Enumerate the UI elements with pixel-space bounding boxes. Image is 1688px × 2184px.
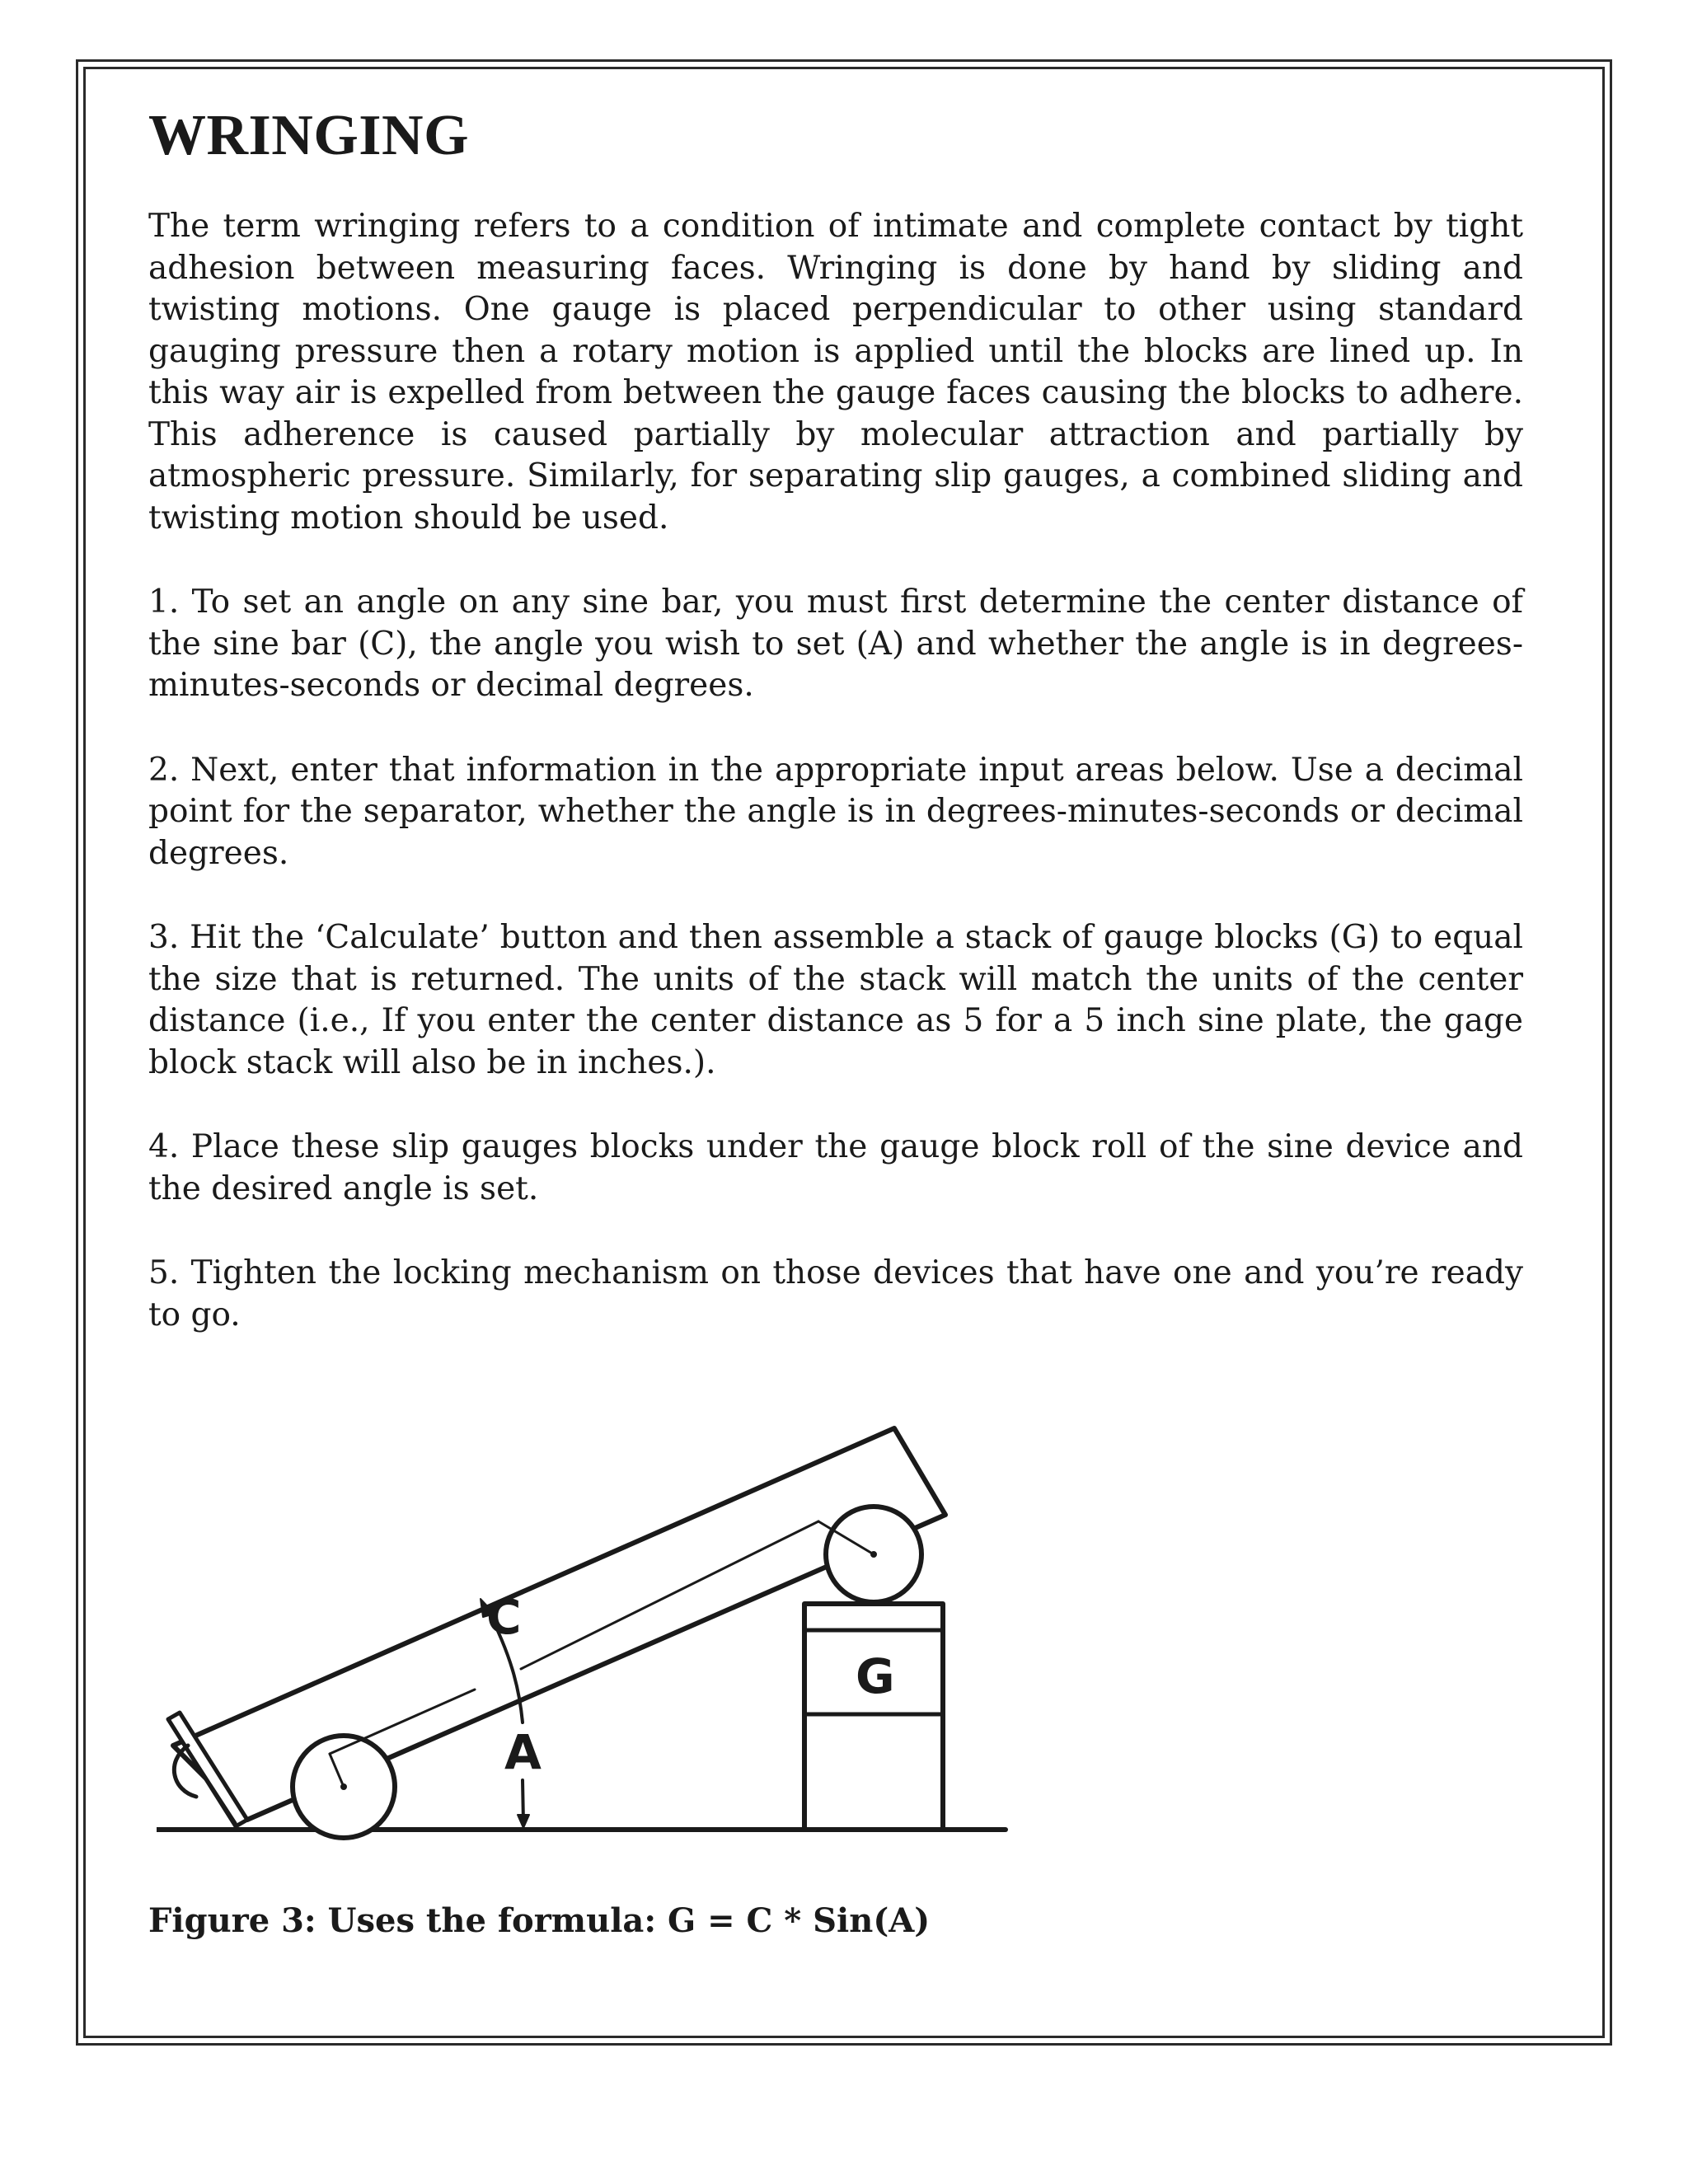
a-label: A [504,1724,542,1780]
document-body [148,99,1523,1336]
g-label: G [856,1648,895,1704]
step-1: 1. To set an angle on any sine bar, you must first determine the center distance of the sine bar (C), the angle you wish to set (A) and whether the angle is in degrees-minutes-seconds or decimal degrees. [148,583,1523,704]
step-4: 4. Place these slip gauges blocks under the gauge block roll of the sine device and the desired angle is set. [148,1128,1523,1207]
intro-paragraph: The term wringing refers to a condition of intimate and complete contact by tight adhesion between measuring faces. Wringing is done by hand by sliding and twisting motions. One gauge is placed perpendicular to other using standard gauging pressure then a rotary motion is applied until the blocks are lined up. In this way air is expelled from between the gauge faces causing the blocks to adhere. This adherence is caused partially by molecular attraction and partially by atmospheric pressure. Similarly, for separating slip gauges, a combined sliding and twisting motion should be used. [148,208,1523,537]
step-5: 5. Tighten the locking mechanism on those devices that have one and you’re ready to go. [148,1254,1523,1333]
c-dimension-line-left [330,1690,475,1754]
sine-bar-figure [157,1416,1030,1844]
figure-caption: Figure 3: Uses the formula: G = C * Sin(A) [148,1901,931,1940]
step-3: 3. Hit the ‘Calculate’ button and then assemble a stack of gauge blocks (G) to equal the size that is returned. The units of the stack will match the units of the center distance (i.e., If you enter the center distance as 5 for a 5 inch sine plate, the gage block stack will also be in inches.). [148,919,1523,1081]
gauge-block-stack [804,1604,943,1830]
step-2: 2. Next, enter that information in the appropriate input areas below. Use a decimal point for the separator, whether the angle is in degrees-minutes-seconds or decimal degrees. [148,751,1523,872]
c-label: C [486,1589,522,1645]
end-plate-edge [175,1729,236,1823]
sine-bar-diagram [157,1416,1030,1844]
page-title: WRINGING [148,104,470,167]
c-dimension-line-right [521,1521,818,1669]
a-arrow-bottom [518,1815,529,1828]
